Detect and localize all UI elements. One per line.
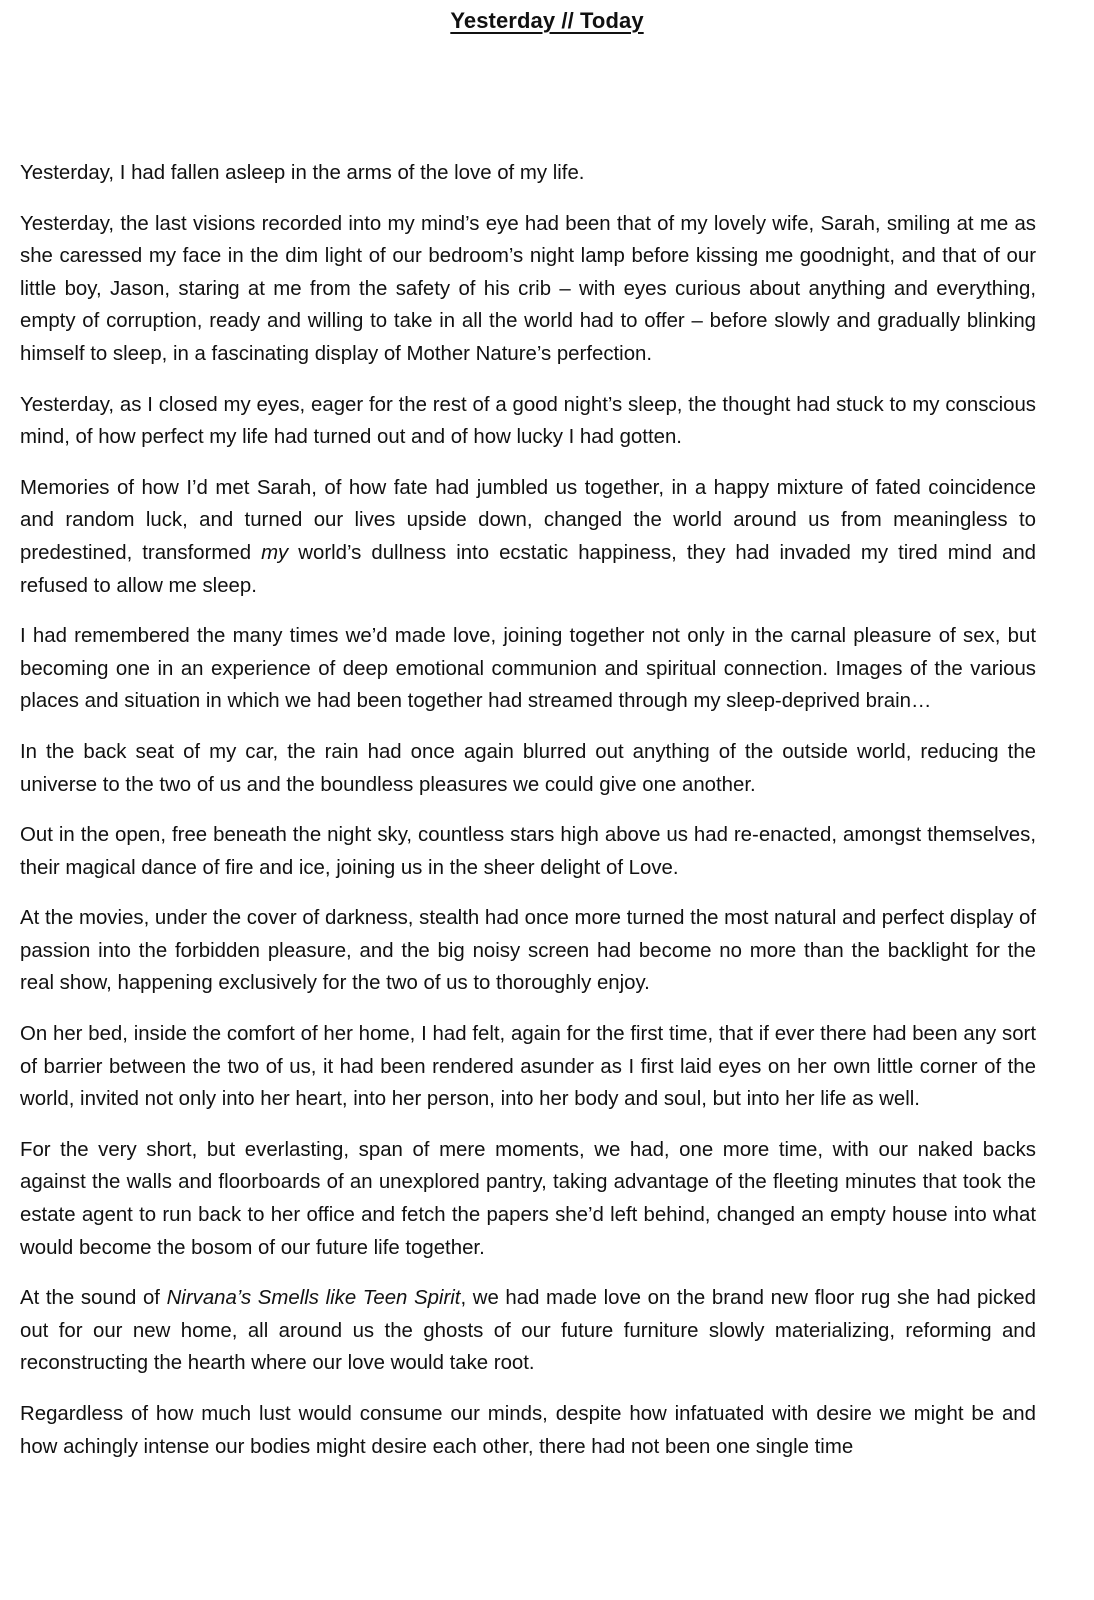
paragraph-3: Yesterday, as I closed my eyes, eager for the rest of a good night’s sleep, the thought had stuck to my conscious mind, of how perfect my life had turned out and of how lucky I had gotten. <box>20 393 1036 449</box>
paragraph-10: For the very short, but everlasting, span of mere moments, we had, one more time, with our naked backs against the walls and floorboards of an unexplored pantry, taking advantage of the fleeting minutes that took the estate agent to run back to her office and fetch the papers she’d left behind, changed an empty house into what would become the bosom of our future life together. <box>20 1138 1036 1259</box>
paragraph-11-emphasis: Nirvana’s Smells like Teen Spirit <box>166 1287 461 1310</box>
paragraph-4-text-after: world’s dullness into ecstatic happiness, they had invaded my tired mind and refused to allow me sleep. <box>20 541 1037 597</box>
paragraph-9: On her bed, inside the comfort of her home, I had felt, again for the first time, that if ever there had been any sort of barrier between the two of us, it had been rendered asunder as I first laid eyes on her own little corner of the world, invited not only into her heart, into her person, into her body and soul, but into her life as well. <box>20 1023 1036 1111</box>
paragraph-5: I had remembered the many times we’d made love, joining together not only in the carnal pleasure of sex, but becoming one in an experience of deep emotional communion and spiritual connection. Images of the various places and situation in which we had been together had streamed through my sleep-deprived brain… <box>20 625 1036 713</box>
document-body <box>20 157 1036 1481</box>
paragraph-12: Regardless of how much lust would consume our minds, despite how infatuated with desire we might be and how achingly intense our bodies might desire each other, there had not been one single time <box>20 1403 1036 1458</box>
paragraph-8: At the movies, under the cover of darkness, stealth had once more turned the most natural and perfect display of passion into the forbidden pleasure, and the big noisy screen had become no more than the backlight for the real show, happening exclusively for the two of us to thoroughly enjoy. <box>20 907 1036 995</box>
paragraph-11-text-before: At the sound of <box>20 1287 167 1310</box>
paragraph-11-text-after: , we had made love on the brand new floor rug she had picked out for our new home, all around us the ghosts of our future furniture slowly materializing, reforming and reconstructing the hearth where our love would take root. <box>20 1287 1036 1375</box>
paragraph-4 <box>20 472 1036 602</box>
paragraph-1: Yesterday, I had fallen asleep in the arms of the love of my life. <box>20 162 585 184</box>
paragraph-4-text-before: Memories of how I’d met Sarah, of how fate had jumbled us together, in a happy mixture of fated coincidence and random luck, and turned our lives upside down, changed the world around us from meaningless to predestined, transformed <box>20 476 1036 564</box>
paragraph-11 <box>20 1282 1036 1380</box>
paragraph-2: Yesterday, the last visions recorded into my mind’s eye had been that of my lovely wife, Sarah, smiling at me as she caressed my face in the dim light of our bedroom’s night lamp before kissing me goodnight, and that of our little boy, Jason, staring at me from the safety of his crib – with eyes curious about anything and everything, empty of corruption, ready and willing to take in all the world had to offer – before slowly and gradually blinking himself to sleep, in a fascinating display of Mother Nature’s perfection. <box>20 212 1036 365</box>
paragraph-7: Out in the open, free beneath the night sky, countless stars high above us had re-enacted, amongst themselves, their magical dance of fire and ice, joining us in the sheer delight of Love. <box>20 824 1036 879</box>
paragraph-4-emphasis: my <box>261 541 289 564</box>
paragraph-6: In the back seat of my car, the rain had once again blurred out anything of the outside world, reducing the universe to the two of us and the boundless pleasures we could give one another. <box>20 740 1036 796</box>
document-title: Yesterday // Today <box>450 8 644 33</box>
